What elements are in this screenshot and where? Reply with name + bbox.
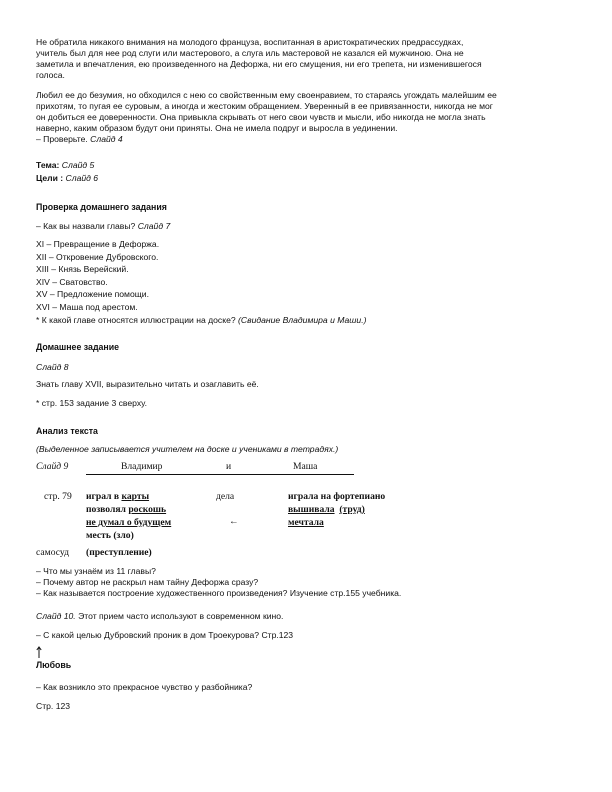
text-line: прихотям, то пугая ее суровым, а иногда и жестоким обращением. Уверенный в ее привязанности, никогда не мог: [36, 101, 493, 111]
goals-line: [36, 173, 576, 184]
chapter-question-line: [36, 221, 576, 232]
masha-item-2-suffix: (труд): [339, 504, 365, 515]
lesson-meta: [36, 160, 576, 184]
list-item: XVI – Маша под арестом.: [36, 301, 138, 312]
list-item: XIII – Князь Верейский.: [36, 264, 129, 275]
middle-deeds: дела: [216, 491, 235, 502]
masha-item-2-key: вышивала: [288, 504, 335, 515]
list-item: XV – Предложение помощи.: [36, 289, 149, 300]
vladimir-item-1: [86, 491, 149, 502]
goals-label: Цели :: [36, 173, 64, 183]
analysis-table-body: [36, 491, 456, 561]
vladimir-item-2-prefix: позволял: [86, 504, 129, 515]
slide10-text: Этот прием часто используют в современном кино.: [78, 611, 284, 621]
left-arrow: ←: [229, 516, 239, 527]
homework-task: Знать главу XVII, выразительно читать и озаглавить её.: [36, 379, 259, 389]
table-header-underline: [86, 474, 354, 475]
illustration-question: * К какой главе относятся иллюстрации на доске?: [36, 314, 236, 325]
masha-item-3: мечтала: [288, 517, 324, 528]
table-bottom-left: самосуд: [36, 547, 69, 558]
analysis-questions: [36, 566, 576, 599]
list-item: – Как называется построение художественного произведения? Изучение стр.155 учебника.: [36, 588, 402, 598]
theme-slide: Слайд 5: [61, 160, 95, 170]
theme-label: Тема:: [36, 160, 60, 170]
chapter-list: [36, 238, 576, 326]
list-item: – Что мы узнаём из 11 главы?: [36, 566, 156, 576]
masha-item-2: [288, 504, 365, 515]
column-and: и: [226, 461, 232, 472]
intro-paragraph-1: [36, 37, 568, 81]
theme-line: [36, 160, 576, 171]
illustration-line: [36, 314, 576, 327]
vladimir-item-4: месть (зло): [86, 530, 134, 541]
list-item: XI – Превращение в Дефоржа.: [36, 239, 160, 249]
illustration-answer: (Свидание Владимира и Маши.): [238, 314, 367, 325]
text-line: учитель был для нее род слуги или мастерового, а слуга иль мастеровой не казался ей мужчиною. Она не: [36, 48, 464, 58]
vladimir-item-3: не думал о будущем: [86, 517, 172, 528]
text-line: наверно, каким образом будут они приняты. Она не имела подруг и выросла в уединении.: [36, 123, 398, 133]
intro-paragraph-2: [36, 90, 568, 145]
homework-check-heading: Проверка домашнего задания: [36, 202, 167, 212]
chapter-question: – Как вы назвали главы?: [36, 221, 136, 231]
up-arrow-icon: [36, 646, 42, 658]
check-prefix: – Проверьте.: [36, 134, 88, 144]
column-vladimir: Владимир: [121, 461, 163, 472]
table-slide: Слайд 9: [36, 461, 69, 472]
text-line: Не обратила никакого внимания на молодого француза, воспитанная в аристократических предрассудках,: [36, 37, 464, 47]
list-item: XIV – Сватовство.: [36, 276, 108, 287]
text-line: он добиться ее доверенности. Она привыкла скрывать от него свои чувств и мысли, ибо никогда не могла знать: [36, 112, 486, 122]
check-slide: Слайд 4: [90, 134, 123, 144]
list-item: – Почему автор не раскрыл нам тайну Дефоржа сразу?: [36, 577, 259, 587]
vladimir-item-2: [86, 504, 166, 515]
check-line: [36, 134, 568, 145]
chapter-question-slide: Слайд 7: [137, 221, 171, 231]
homework-extra: * стр. 153 задание 3 сверху.: [36, 398, 147, 408]
slide10-line: [36, 611, 576, 622]
list-item: XII – Откровение Дубровского.: [36, 251, 159, 262]
vladimir-item-2-key: роскошь: [128, 504, 167, 515]
love-question: – Как возникло это прекрасное чувство у разбойника?: [36, 682, 253, 692]
masha-item-1: играла на фортепиано: [288, 491, 386, 502]
homework-slide: Слайд 8: [36, 362, 69, 372]
analysis-table-header: [36, 461, 436, 475]
vladimir-item-1-key: карты: [121, 491, 150, 502]
love-page: Стр. 123: [36, 701, 71, 711]
analysis-heading: Анализ текста: [36, 426, 98, 436]
goals-slide: Слайд 6: [65, 173, 99, 183]
vladimir-item-1-prefix: играл в: [86, 491, 122, 502]
text-line: голоса.: [36, 70, 65, 80]
table-bottom-right: (преступление): [86, 547, 152, 558]
page-ref: стр. 79: [44, 491, 72, 502]
slide10-label: Слайд 10.: [36, 611, 76, 621]
homework-heading: Домашнее задание: [36, 342, 120, 352]
love-heading: Любовь: [36, 660, 72, 670]
text-line: заметила и впечатления, ею произведенного на Дефоржа, ни его смущения, ни его трепета, ни изменившегося: [36, 59, 482, 69]
text-line: Любил ее до безумия, но обходился с нею со свойственным ему своенравием, то стараясь угождать малейшим ее: [36, 90, 497, 100]
dubrovsky-question: – С какой целью Дубровский проник в дом Троекурова? Стр.123: [36, 630, 294, 640]
analysis-note: (Выделенное записывается учителем на доске и учениками в тетрадях.): [36, 444, 339, 454]
column-masha: Маша: [293, 461, 318, 472]
